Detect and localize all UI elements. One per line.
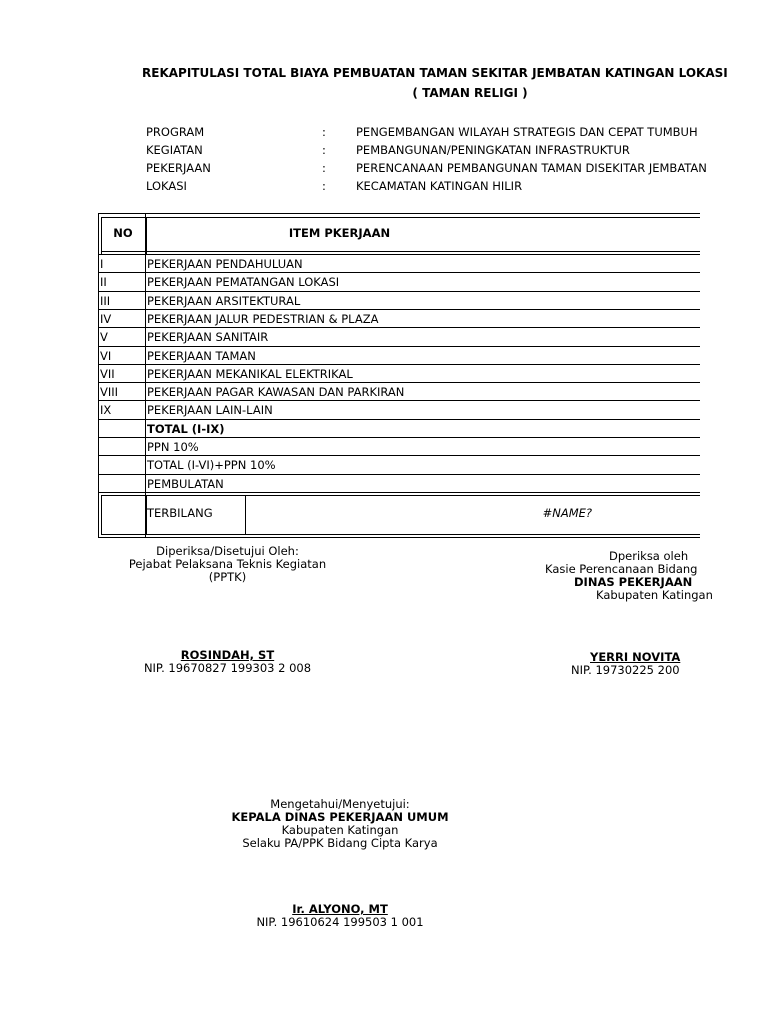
row-number: IX — [100, 403, 112, 418]
column-header-item: ITEM PKERJAAN — [288, 226, 391, 240]
info-label: KEGIATAN — [146, 143, 203, 157]
row-item: PEKERJAAN SANITAIR — [147, 330, 269, 345]
column-header-no: NO — [113, 226, 133, 240]
bottom-sign-line4: Selaku PA/PPK Bidang Cipta Karya — [242, 836, 438, 850]
row-item: PEKERJAAN PEMATANGAN LOKASI — [147, 275, 340, 290]
right-sign-line3: DINAS PEKERJAAN — [574, 575, 693, 589]
info-value: PEMBANGUNAN/PENINGKATAN INFRASTRUKTUR — [356, 143, 630, 157]
left-sign-line3: (PPTK) — [208, 570, 247, 584]
row-item: PEKERJAAN MEKANIKAL ELEKTRIKAL — [147, 366, 353, 381]
table-rule — [101, 217, 700, 218]
bottom-signature-block — [190, 798, 490, 850]
table-rule — [145, 254, 146, 492]
terbilang-label: TERBILANG — [147, 506, 213, 520]
row-number: I — [100, 257, 104, 271]
bottom-sign-line2: KEPALA DINAS PEKERJAAN UMUM — [231, 810, 449, 824]
left-signer-name: ROSINDAH, ST — [180, 648, 275, 662]
row-item: PEKERJAAN TAMAN — [147, 348, 256, 363]
table-rule — [98, 213, 700, 214]
row-item: PEKERJAAN LAIN-LAIN — [147, 403, 273, 418]
info-value: PENGEMBANGAN WILAYAH STRATEGIS DAN CEPAT TUMBUH — [356, 125, 698, 139]
row-number: VI — [100, 348, 112, 363]
summary-row-label: PEMBULATAN — [147, 476, 224, 491]
info-colon: : — [322, 161, 326, 175]
document-title: REKAPITULASI TOTAL BIAYA PEMBUATAN TAMAN SEKITAR JEMBATAN KATINGAN LOKASI — [142, 66, 728, 80]
summary-row-label: TOTAL (I-VI)+PPN 10% — [147, 458, 276, 473]
table-rule — [98, 213, 99, 537]
document-subtitle: ( TAMAN RELIGI ) — [412, 86, 528, 100]
left-sign-line1: Diperiksa/Disetujui Oleh: — [156, 544, 299, 558]
terbilang-value: #NAME? — [542, 506, 592, 520]
info-value: KECAMATAN KATINGAN HILIR — [356, 179, 523, 193]
bottom-signer-name: Ir. ALYONO, MT — [292, 902, 388, 916]
info-label: PROGRAM — [146, 125, 205, 139]
row-number: IV — [100, 311, 112, 326]
left-signature-block — [100, 545, 355, 584]
row-item: PEKERJAAN PAGAR KAWASAN DAN PARKIRAN — [147, 385, 405, 400]
info-label: PEKERJAAN — [146, 161, 211, 175]
row-number: II — [100, 275, 107, 290]
table-rule — [101, 495, 102, 534]
table-rule — [101, 495, 700, 496]
table-rule — [98, 537, 700, 538]
row-item: PEKERJAAN PENDAHULUAN — [147, 257, 303, 271]
table-rule — [101, 251, 700, 252]
row-number: V — [100, 330, 108, 345]
info-label: LOKASI — [146, 179, 187, 193]
right-signer-name: YERRI NOVITA — [590, 650, 681, 664]
info-colon: : — [322, 125, 326, 139]
row-item: PEKERJAAN JALUR PEDESTRIAN & PLAZA — [147, 311, 379, 326]
bottom-sign-line3: Kabupaten Katingan — [281, 823, 399, 837]
bottom-sign-line1: Mengetahui/Menyetujui: — [270, 797, 410, 811]
right-signer-nip: NIP. 19730225 200 — [571, 663, 680, 677]
row-number: VIII — [100, 385, 119, 400]
info-colon: : — [322, 143, 326, 157]
table-rule — [101, 534, 700, 535]
left-signer-nip: NIP. 19670827 199303 2 008 — [143, 661, 312, 675]
row-item: PEKERJAAN ARSITEKTURAL — [147, 293, 301, 308]
table-rule — [98, 492, 700, 493]
row-number: III — [100, 293, 111, 308]
summary-row-label: PPN 10% — [147, 440, 199, 454]
right-sign-line4: Kabupaten Katingan — [596, 588, 713, 602]
summary-row-label: TOTAL (I-IX) — [147, 421, 225, 436]
info-value: PERENCANAAN PEMBANGUNAN TAMAN DISEKITAR JEMBATAN — [356, 161, 707, 175]
info-colon: : — [322, 179, 326, 193]
right-sign-line2: Kasie Perencanaan Bidang — [545, 562, 698, 576]
right-sign-line1: Dperiksa oleh — [609, 549, 689, 563]
row-number: VII — [100, 366, 115, 381]
left-sign-line2: Pejabat Pelaksana Teknis Kegiatan — [128, 557, 327, 571]
bottom-signer-nip: NIP. 19610624 199503 1 001 — [256, 915, 424, 929]
